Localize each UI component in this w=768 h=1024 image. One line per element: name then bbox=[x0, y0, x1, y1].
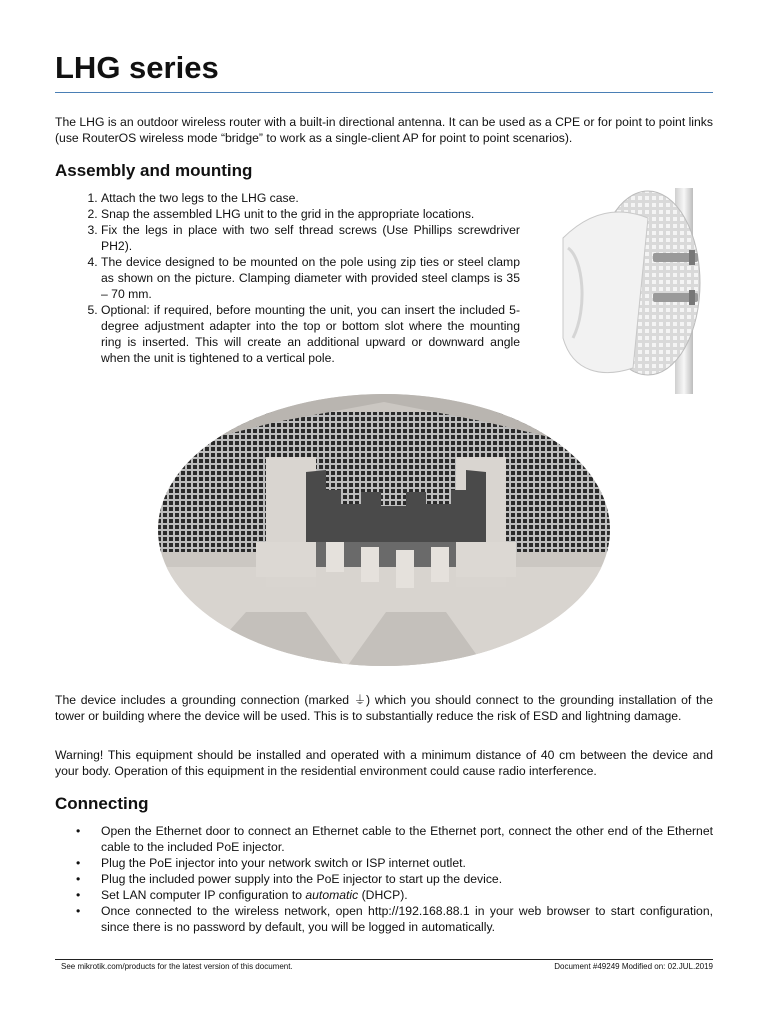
warning-paragraph: Warning! This equipment should be installed and operated with a minimum distance of 40 cm between the device and your body. Operation of this equipment in the residential environment could cause radio interference. bbox=[55, 748, 713, 778]
connecting-item: • Plug the PoE injector into your network switch or ISP internet outlet. bbox=[101, 855, 713, 871]
connecting-list bbox=[55, 823, 713, 935]
assembly-step: 3. Fix the legs in place with two self thread screws (Use Phillips screwdriver PH2). bbox=[101, 222, 520, 254]
assembly-step: 5. Optional: if required, before mounting the unit, you can insert the included 5-degree adjustment adapter into the top or bottom slot where the mounting ring is inserted. This will create an additional upward or downward angle when the unit is tightened to a vertical pole. bbox=[101, 302, 520, 366]
assembly-steps bbox=[55, 190, 520, 366]
lhg-pole-photo bbox=[553, 188, 715, 394]
assembly-step: 4. The device designed to be mounted on the pole using zip ties or steel clamp as shown on the picture. Clamping diameter with provided steel clamps is 35 – 70 mm. bbox=[101, 254, 520, 302]
connecting-item: • Open the Ethernet door to connect an Ethernet cable to the Ethernet port, connect the other end of the Ethernet cable to the included PoE injector. bbox=[101, 823, 713, 855]
page-title: LHG series bbox=[55, 50, 219, 85]
assembly-step: 1. Attach the two legs to the LHG case. bbox=[101, 190, 520, 206]
grounding-paragraph: The device includes a grounding connection (marked ⏚) which you should connect to the grounding installation of the tower or building where the device will be used. This is to substantially reduce the risk of ESD and lightning damage. bbox=[55, 693, 713, 723]
lan-text-emphasis: automatic bbox=[305, 888, 359, 902]
connecting-item-lan bbox=[101, 887, 713, 903]
connecting-item: • Once connected to the wireless network, open http://192.168.88.1 in your web browser to start configuration, since there is no password by default, you will be logged in automatically. bbox=[101, 903, 713, 935]
intro-paragraph: The LHG is an outdoor wireless router with a built-in directional antenna. It can be used as a CPE or for point to point links (use RouterOS wireless mode “bridge” to work as a single-client AP for point to point scenarios). bbox=[55, 115, 713, 145]
assembly-step: 2. Snap the assembled LHG unit to the grid in the appropriate locations. bbox=[101, 206, 520, 222]
assembly-heading: Assembly and mounting bbox=[55, 161, 253, 180]
footer-rule bbox=[55, 959, 713, 960]
lan-text-after: (DHCP). bbox=[358, 888, 408, 902]
connecting-item: • Plug the included power supply into the PoE injector to start up the device. bbox=[101, 871, 713, 887]
lan-text-before: Set LAN computer IP configuration to bbox=[101, 888, 306, 902]
footer-document-id: Document #49249 Modified on: 02.JUL.2019 bbox=[554, 962, 713, 971]
connecting-heading: Connecting bbox=[55, 794, 149, 813]
title-rule bbox=[55, 92, 713, 93]
mount-closeup-photo bbox=[156, 392, 612, 668]
footer-note: See mikrotik.com/products for the latest version of this document. bbox=[61, 962, 293, 971]
